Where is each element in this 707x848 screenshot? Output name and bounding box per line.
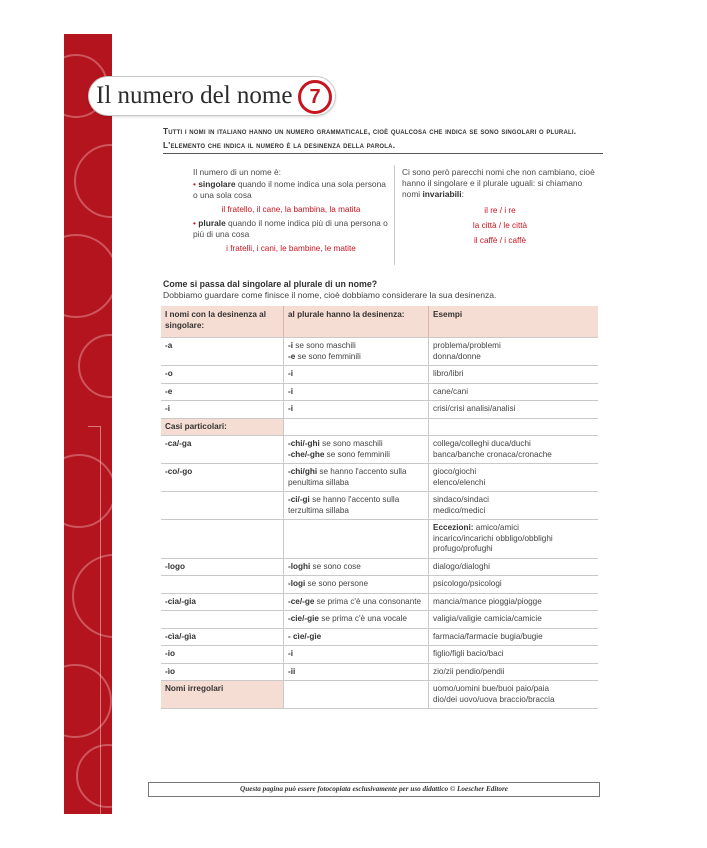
table-cell bbox=[161, 520, 284, 559]
table-cell: - cìe/-gìe bbox=[284, 628, 429, 646]
table-row bbox=[161, 436, 598, 464]
table-row bbox=[161, 338, 598, 366]
table-cell: -ci/-gi se hanno l'accento sulla terzultima sillaba bbox=[284, 492, 429, 520]
table-row bbox=[161, 520, 598, 559]
table-cell: crisi/crisi analisi/analisi bbox=[429, 401, 599, 419]
table-cell bbox=[284, 681, 429, 709]
table-row bbox=[161, 558, 598, 576]
table-cell: -chi/-ghi se sono maschili -che/-ghe se sono femminili bbox=[284, 436, 429, 464]
table-cell: -ìo bbox=[161, 663, 284, 681]
table-cell: cane/cani bbox=[429, 383, 599, 401]
special-cases-row bbox=[161, 418, 598, 436]
table-cell: problema/problemi donna/donne bbox=[429, 338, 599, 366]
plurale-example: i fratelli, i cani, le bambine, le matite bbox=[226, 244, 356, 253]
table-cell bbox=[161, 611, 284, 629]
table-cell: dialogo/dialoghi bbox=[429, 558, 599, 576]
table-row bbox=[161, 663, 598, 681]
table-row bbox=[161, 366, 598, 384]
table-header bbox=[161, 306, 598, 338]
table-cell: libro/libri bbox=[429, 366, 599, 384]
table-cell: -ce/-ge se prima c'è una consonante bbox=[284, 593, 429, 611]
table-cell: -cia/-gia bbox=[161, 593, 284, 611]
table-cell: farmacia/farmacie bugia/bugie bbox=[429, 628, 599, 646]
table-row bbox=[161, 628, 598, 646]
intro-text: Tutti i nomi in italiano hanno un numero grammaticale, cioè qualcosa che indica se sono singolari o plurali. L'elemento che indica il numero è la desinenza della parola. bbox=[163, 126, 577, 150]
table-cell: sindaco/sindaci medico/medici bbox=[429, 492, 599, 520]
table-cell: -i bbox=[284, 646, 429, 664]
table-cell: uomo/uomini bue/buoi paio/paia dio/dei uovo/uova braccio/braccia bbox=[429, 681, 599, 709]
table-cell: -e bbox=[161, 383, 284, 401]
table-row bbox=[161, 383, 598, 401]
table-cell bbox=[429, 418, 599, 436]
plurale-item: • plurale quando il nome indica più di una persona o più di una cosa bbox=[193, 218, 388, 239]
table-row bbox=[161, 492, 598, 520]
right-column bbox=[402, 167, 598, 246]
table-cell bbox=[284, 520, 429, 559]
table-cell: -o bbox=[161, 366, 284, 384]
table-cell: -i bbox=[284, 366, 429, 384]
copyright-footer: Questa pagina può essere fotocopiata esclusivamente per uso didattico © Loescher Editore bbox=[148, 782, 600, 797]
unit-badge: 7 bbox=[298, 80, 332, 114]
table-cell: -logo bbox=[161, 558, 284, 576]
table-row bbox=[161, 593, 598, 611]
irregular-row bbox=[161, 681, 598, 709]
singolare-example: il fratello, il cane, la bambina, la matita bbox=[221, 205, 361, 214]
table-cell: -i bbox=[284, 383, 429, 401]
table-cell: -i bbox=[284, 401, 429, 419]
table-cell: psicologo/psicologi bbox=[429, 576, 599, 594]
table-cell: -ca/-ga bbox=[161, 436, 284, 464]
table-cell: -i se sono maschili -e se sono femminili bbox=[284, 338, 429, 366]
table-cell: -cie/-gie se prima c'è una vocale bbox=[284, 611, 429, 629]
invariabile-example: la città / le città bbox=[472, 221, 528, 230]
table-cell: valigia/valigie camicia/camicie bbox=[429, 611, 599, 629]
header-plural: al plurale hanno la desinenza: bbox=[284, 306, 429, 338]
table-cell bbox=[161, 492, 284, 520]
table-cell: -ii bbox=[284, 663, 429, 681]
table-cell: -a bbox=[161, 338, 284, 366]
table-cell: -co/-go bbox=[161, 464, 284, 492]
table-row bbox=[161, 646, 598, 664]
invariabile-example: il re / i re bbox=[484, 206, 516, 215]
decorative-band bbox=[64, 34, 112, 814]
singolare-item: • singolare quando il nome indica una sola persona o una sola cosa bbox=[193, 179, 386, 200]
table-cell bbox=[284, 418, 429, 436]
invariabile-example: il caffè / i caffè bbox=[473, 236, 527, 245]
header-singular: I nomi con la desinenza al singolare: bbox=[161, 306, 284, 338]
table-cell: -cìa/-gìa bbox=[161, 628, 284, 646]
table-cell: -logi se sono persone bbox=[284, 576, 429, 594]
table-cell: Nomi irregolari bbox=[161, 681, 284, 709]
lead-text: Il numero di un nome è: bbox=[193, 167, 281, 177]
question-answer: Dobbiamo guardare come finisce il nome, cioè dobbiamo considerare la sua desinenza. bbox=[163, 290, 497, 300]
intro-divider bbox=[163, 153, 603, 154]
table-cell: figlio/figli bacio/baci bbox=[429, 646, 599, 664]
table-cell: Eccezioni: amico/amici incarico/incarichi obbligo/obblighi profugo/profughi bbox=[429, 520, 599, 559]
table-row bbox=[161, 401, 598, 419]
table-cell: zio/zii pendio/pendii bbox=[429, 663, 599, 681]
table-cell: -i bbox=[161, 401, 284, 419]
page-title: Il numero del nome bbox=[96, 82, 293, 109]
left-column bbox=[193, 167, 389, 254]
plural-table bbox=[161, 306, 598, 709]
bullet-icon: • bbox=[193, 218, 196, 228]
question-heading: Come si passa dal singolare al plurale di un nome? bbox=[163, 279, 378, 289]
table-row bbox=[161, 576, 598, 594]
table-cell: -chi/ghi se hanno l'accento sulla penultima sillaba bbox=[284, 464, 429, 492]
table-cell bbox=[161, 576, 284, 594]
table-row bbox=[161, 611, 598, 629]
bullet-icon: • bbox=[193, 179, 196, 189]
table-row bbox=[161, 464, 598, 492]
table-cell: -loghi se sono cose bbox=[284, 558, 429, 576]
table-cell: -io bbox=[161, 646, 284, 664]
header-examples: Esempi bbox=[429, 306, 599, 338]
table-cell: mancia/mance pioggia/piogge bbox=[429, 593, 599, 611]
table-cell: gioco/giochi elenco/elenchi bbox=[429, 464, 599, 492]
table-cell: collega/colleghi duca/duchi banca/banche cronaca/cronache bbox=[429, 436, 599, 464]
table-cell: Casi particolari: bbox=[161, 418, 284, 436]
column-divider bbox=[394, 165, 395, 265]
invariabili-text: Ci sono però parecchi nomi che non cambiano, cioè hanno il singolare e il plurale uguali: si chiamano nomi invariabili: bbox=[402, 167, 595, 199]
